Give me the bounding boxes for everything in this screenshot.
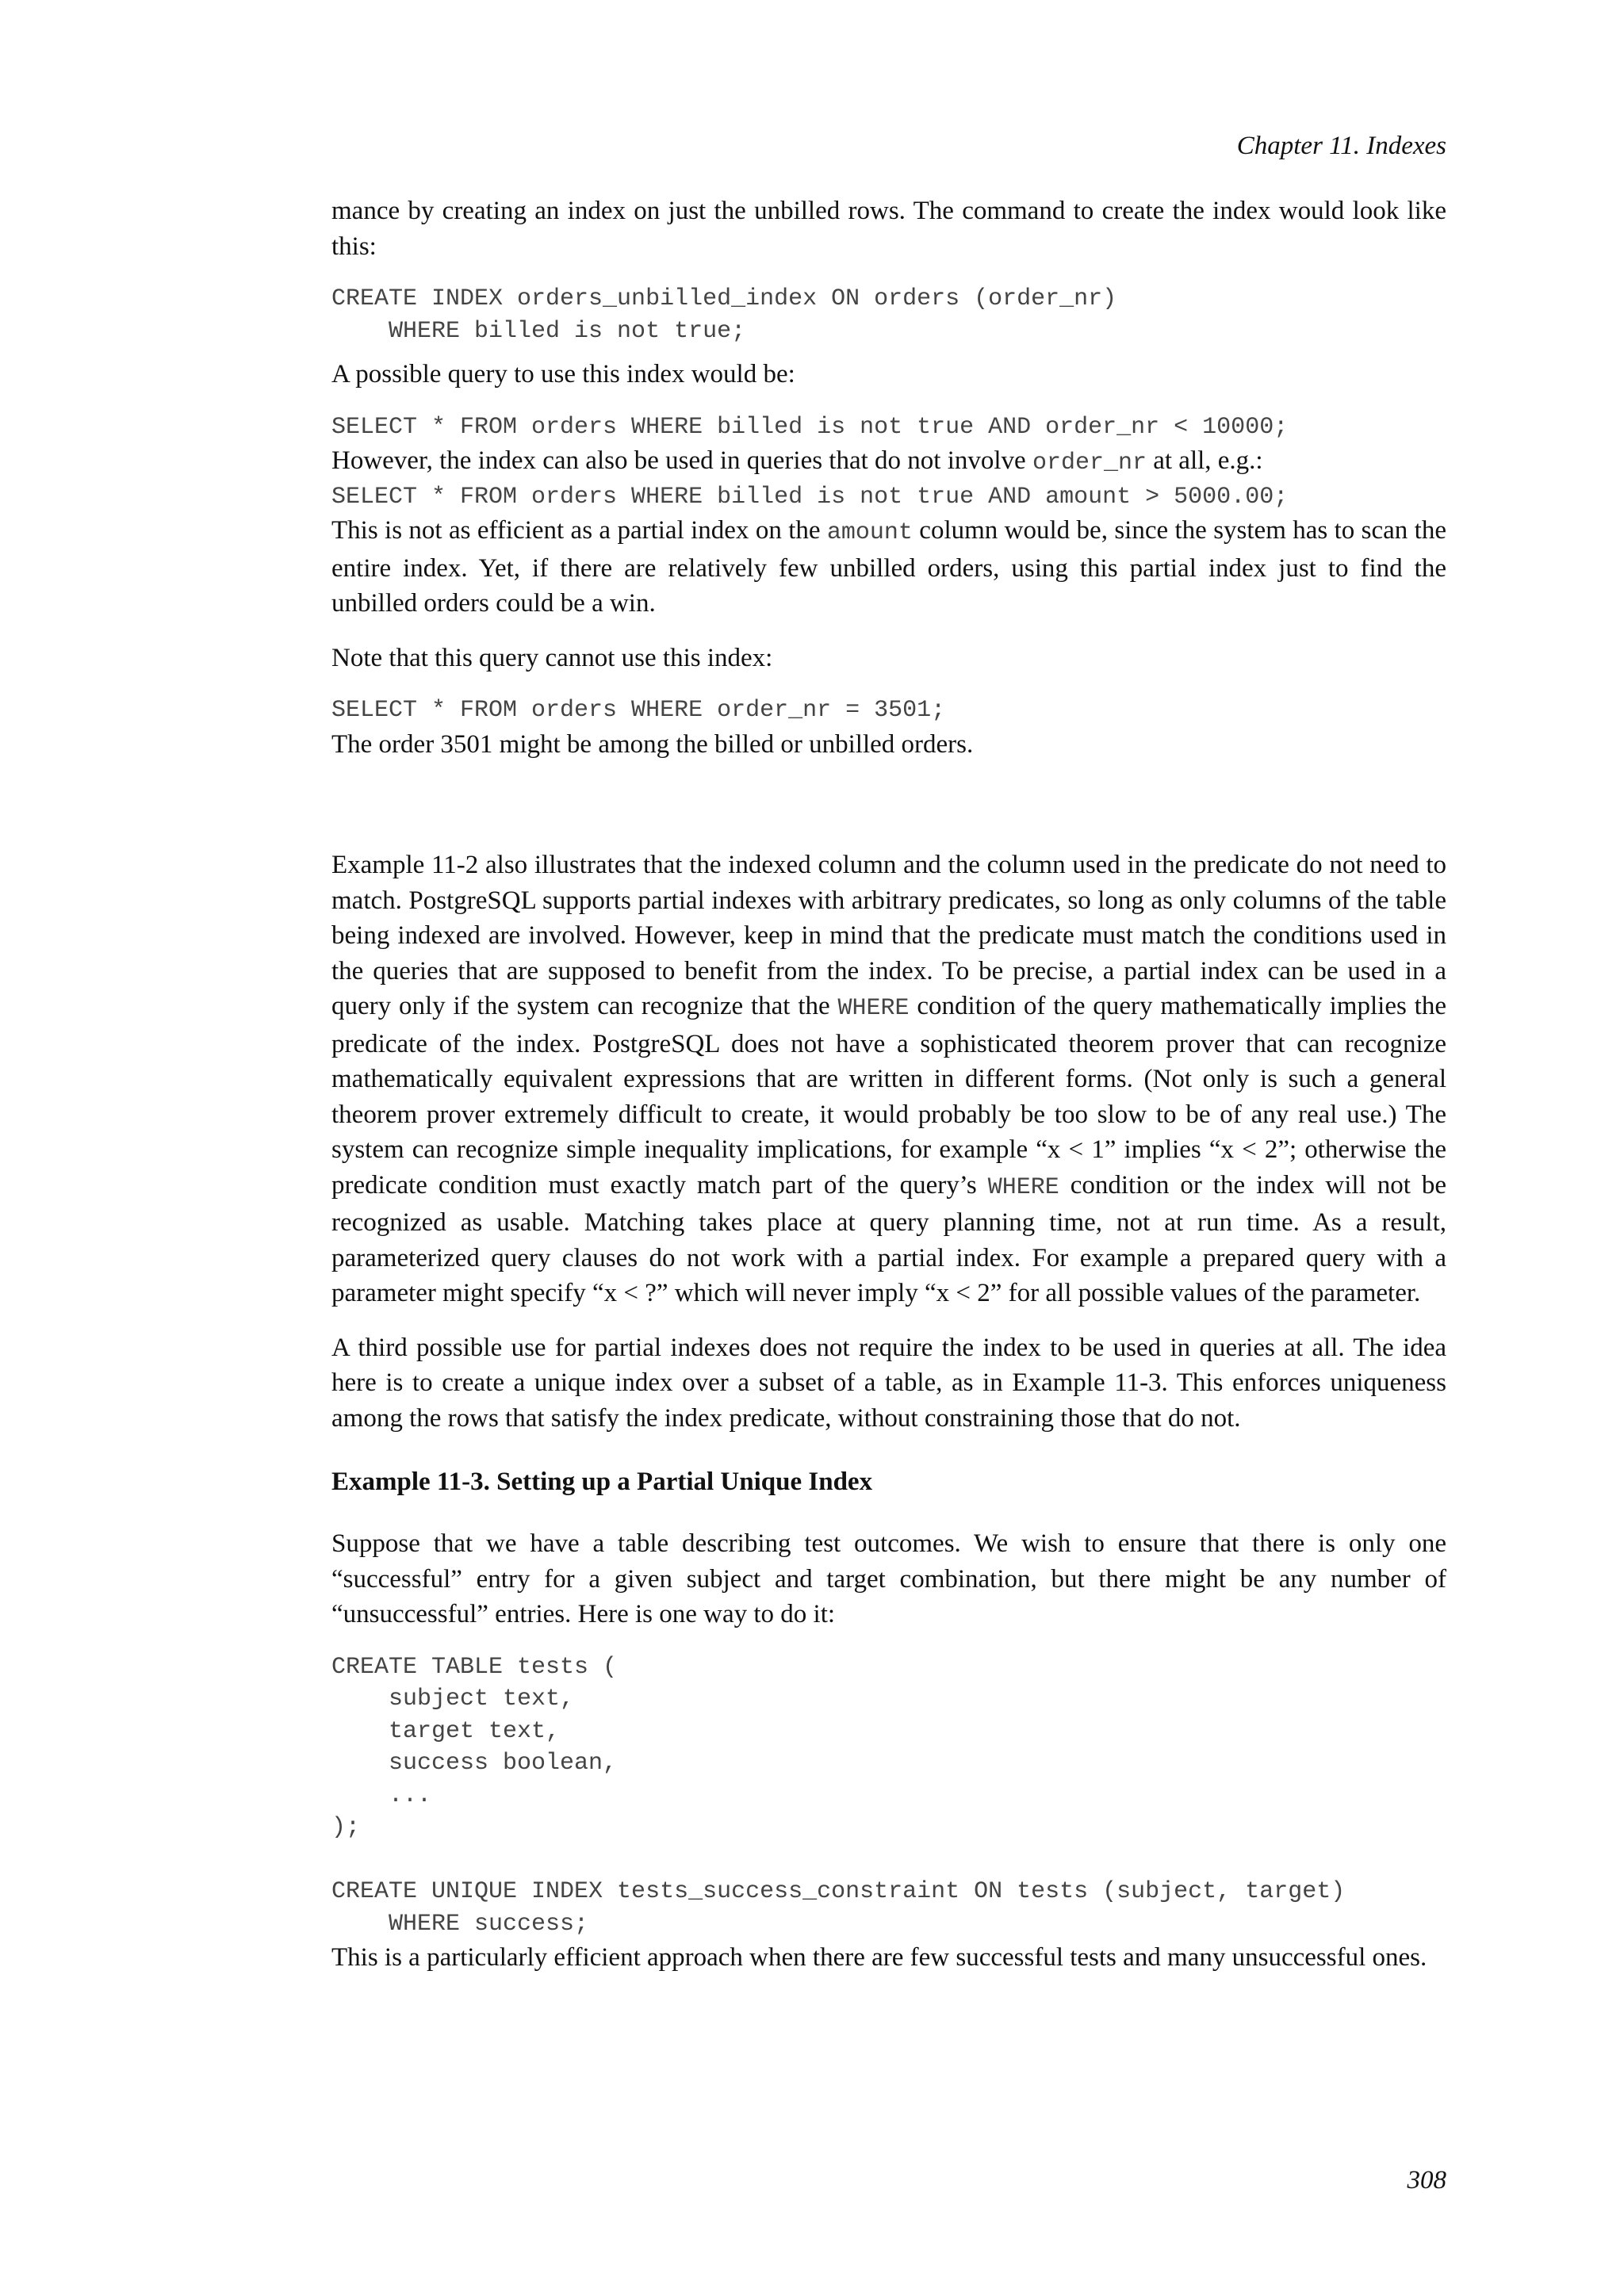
paragraph — [331, 513, 1446, 622]
paragraph: A possible query to use this index would be: — [331, 360, 795, 388]
paragraph: Note that this query cannot use this index: — [331, 643, 773, 672]
code-block: SELECT * FROM orders WHERE billed is not true AND order_nr < 10000; — [331, 413, 1289, 441]
text: condition of the query mathematically implies the predicate of the index. PostgreSQL does not have a sophisticated theorem prover that can recognize mathematically equivalent expressions that are written in different forms. (Not only is such a general theorem prover extremely difficult to create, it would probably be too slow to be of any real use.) The system can recognize simple inequality implications, for example “x < 1” implies “x < 2”; otherwise the predicate condition must exactly match part of the query’s — [331, 992, 1446, 1200]
text: Example 11-2 also illustrates that the indexed column and the column used in the predicate do not need to match. PostgreSQL supports partial indexes with arbitrary predicates, so long as only columns of the table being indexed are involved. However, keep in mind that the predicate must match the conditions used in the queries that are supposed to benefit from the index. To be precise, a partial index can be used in a query only if the system can recognize that the — [331, 851, 1446, 1020]
page-content — [331, 193, 1446, 1995]
page-number: 308 — [1407, 2166, 1446, 2195]
text: condition or the index will not be recognized as usable. Matching takes place at query planning time, not at run time. As a result, parameterized query clauses do not work with a partial index. For example a prepared query with a parameter might specify “x < ?” which will never imply “x < 2” for all possible values of the parameter. — [331, 1170, 1446, 1307]
inline-code: order_nr — [1032, 450, 1147, 476]
paragraph — [331, 848, 1446, 1311]
paragraph: mance by creating an index on just the unbilled rows. The command to create the index would look like this: — [331, 197, 1446, 261]
text: However, the index can also be used in queries that do not involve — [331, 446, 1032, 475]
code-block: CREATE TABLE tests ( subject text, target text, success boolean, ... ); CREATE UNIQUE INDEX tests_success_constraint ON tests (subject, target) WHERE success; — [331, 1653, 1346, 1938]
code-block: SELECT * FROM orders WHERE order_nr = 3501; — [331, 697, 946, 724]
paragraph — [331, 443, 1446, 481]
inline-code: WHERE — [837, 995, 910, 1022]
example-title: Example 11-3. Setting up a Partial Unique Index — [331, 1468, 873, 1496]
paragraph: This is a particularly efficient approach when there are few successful tests and many unsuccessful ones. — [331, 1943, 1427, 1972]
code-block: SELECT * FROM orders WHERE billed is not true AND amount > 5000.00; — [331, 483, 1289, 511]
paragraph: A third possible use for partial indexes does not require the index to be used in queries at all. The idea here is to create a unique index over a subset of a table, as in Example 11-3. This enforces uniqueness among the rows that satisfy the index predicate, without constraining those that do not. — [331, 1333, 1446, 1433]
inline-code: amount — [826, 519, 913, 546]
code-block: CREATE INDEX orders_unbilled_index ON orders (order_nr) WHERE billed is not true; — [331, 285, 1117, 345]
running-header: Chapter 11. Indexes — [1236, 132, 1446, 160]
text: column would be, since the system has to scan the entire index. Yet, if there are relatively few unbilled orders, using this partial index just to find the unbilled orders could be a win. — [331, 516, 1446, 618]
text: This is not as efficient as a partial index on the — [331, 516, 827, 545]
paragraph: The order 3501 might be among the billed or unbilled orders. — [331, 729, 974, 759]
section-gap — [331, 781, 1446, 848]
paragraph: Suppose that we have a table describing test outcomes. We wish to ensure that there is only one “successful” entry for a given subject and target combination, but there might be any number of “unsuccessful” entries. Here is one way to do it: — [331, 1529, 1446, 1628]
inline-code: WHERE — [987, 1173, 1059, 1201]
text: at all, e.g.: — [1146, 446, 1263, 475]
